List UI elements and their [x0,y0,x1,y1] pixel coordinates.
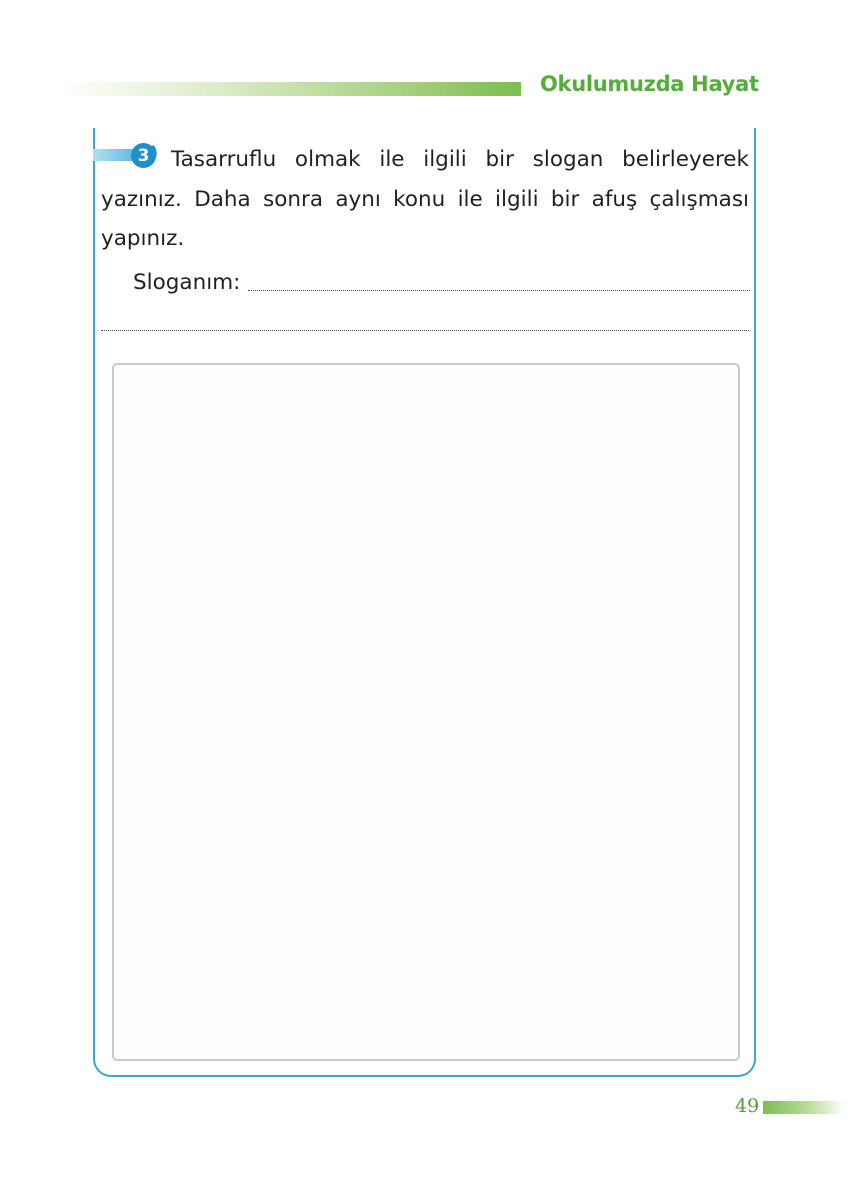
header-gradient-bar [60,82,521,96]
slogan-label: Sloganım: [133,270,241,295]
activity-instruction: Tasarruflu olmak ile ilgili bir slogan belirleyerek yazınız. Daha sonra aynı konu ile ilgili bir afuş çalışması yapınız. [101,147,749,251]
activity-number: 3 [137,145,150,166]
poster-drawing-area[interactable] [112,363,740,1061]
slogan-row [133,266,750,300]
page-number: 49 [735,1095,760,1117]
footer-gradient-bar [763,1101,845,1114]
page-title: Okulumuzda Hayat [540,72,759,96]
activity-number-paren: ) [150,143,159,164]
slogan-answer-line[interactable] [248,289,750,291]
slogan-answer-line-2[interactable] [101,329,749,331]
